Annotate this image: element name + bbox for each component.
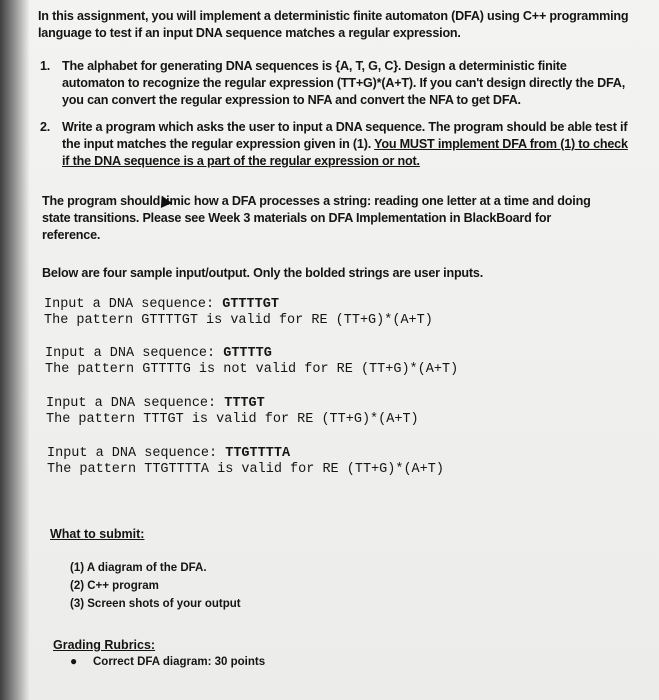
sample-result: The pattern GTTTTG is not valid for RE (TT+G)*(A+T): [45, 362, 459, 377]
list-item-text: Write a program which asks the user to input a DNA sequence. The program should be able test if the input matches the regular expression given in (1). You MUST implement DFA from (1) to check if the DNA sequence is a part of the regular expression or not.: [62, 120, 628, 168]
user-input: GTTTTG: [223, 346, 272, 361]
bullet-icon: ●: [70, 654, 78, 668]
sample-result: The pattern TTTGT is valid for RE (TT+G)*(A+T): [46, 412, 419, 427]
intro-paragraph: In this assignment, you will implement a deterministic finite automaton (DFA) using C++ programming language to test if an input DNA sequence matches a regular expression.: [38, 9, 629, 40]
list-item: (1) A diagram of the DFA.: [70, 562, 207, 574]
user-input: GTTTTGT: [222, 297, 279, 312]
photo-edge-shadow: [0, 0, 30, 700]
sample-result: The pattern GTTTTGT is valid for RE (TT+G)*(A+T): [44, 313, 433, 328]
list-item: (3) Screen shots of your output: [70, 598, 241, 610]
assignment-page: In this assignment, you will implement a deterministic finite automaton (DFA) using C++ programming language to test if an input DNA sequence matches a regular expression. 1. The alphabet for generating DNA sequences is {A, T, G, C}. Design a deterministic finite automaton to recognize the regular expression (TT+G)*(A+T). If you can't design directly the DFA, you can convert the regular expression to NFA and convert the NFA to get DFA. 2. Write a program which asks the user to input a DNA sequence. The program should be able test if the input matches the regular expression given in (1). You MUST implement DFA from (1) to check if the DNA sequence is a part of the regular expression or not. The program should imic how a DFA processes a string: reading one letter at a time and doing state transitions. Please see Week 3 materials on DFA Implementation in BlackBoard for reference. Below are four sample input/output. Only the bolded strings are user inputs. Input a DNA sequence: GTTTTGT The pattern GTTTTGT is valid for RE (TT+G)*(A+T) Input a DNA sequence: GTTTTG The pattern GTTTTG is not valid for RE (TT+G)*(A+T) Input a DNA sequence: TTTGT The pattern TTTGT is valid for RE (TT+G)*(A+T) Input a DNA sequence: TTGTTTTA The pattern TTGTTTTA is valid for RE (TT+G)*(A+T) What to submit: (1) A diagram of the DFA. (2) C++ program (3) Screen shots of your output Grading Rubrics: ● Correct DFA diagram: 30 points: [0, 0, 659, 700]
list-item: (2) C++ program: [70, 580, 159, 592]
list-item-text: The alphabet for generating DNA sequences is {A, T, G, C}. Design a deterministic finite automaton to recognize the regular expression (TT+G)*(A+T). If you can't design directly the DFA, you can convert the regular expression to NFA and convert the NFA to get DFA.: [62, 59, 625, 107]
sample-result: The pattern TTGTTTTA is valid for RE (TT+G)*(A+T): [47, 462, 444, 477]
user-input: TTGTTTTA: [225, 446, 291, 461]
user-input: TTTGT: [224, 396, 265, 411]
mimic-paragraph: The program should imic how a DFA processes a string: reading one letter at a time and doing state transitions. Please see Week 3 materials on DFA Implementation in BlackBoard for reference.: [42, 194, 591, 242]
samples-intro: Below are four sample input/output. Only the bolded strings are user inputs.: [42, 266, 484, 280]
list-item: Correct DFA diagram: 30 points: [93, 656, 266, 668]
must-implement-note: You MUST implement DFA from (1) to check if the DNA sequence is a part of the regular expression or not.: [62, 137, 628, 168]
rubrics-heading: Grading Rubrics:: [53, 638, 156, 652]
submit-heading: What to submit:: [50, 527, 145, 541]
